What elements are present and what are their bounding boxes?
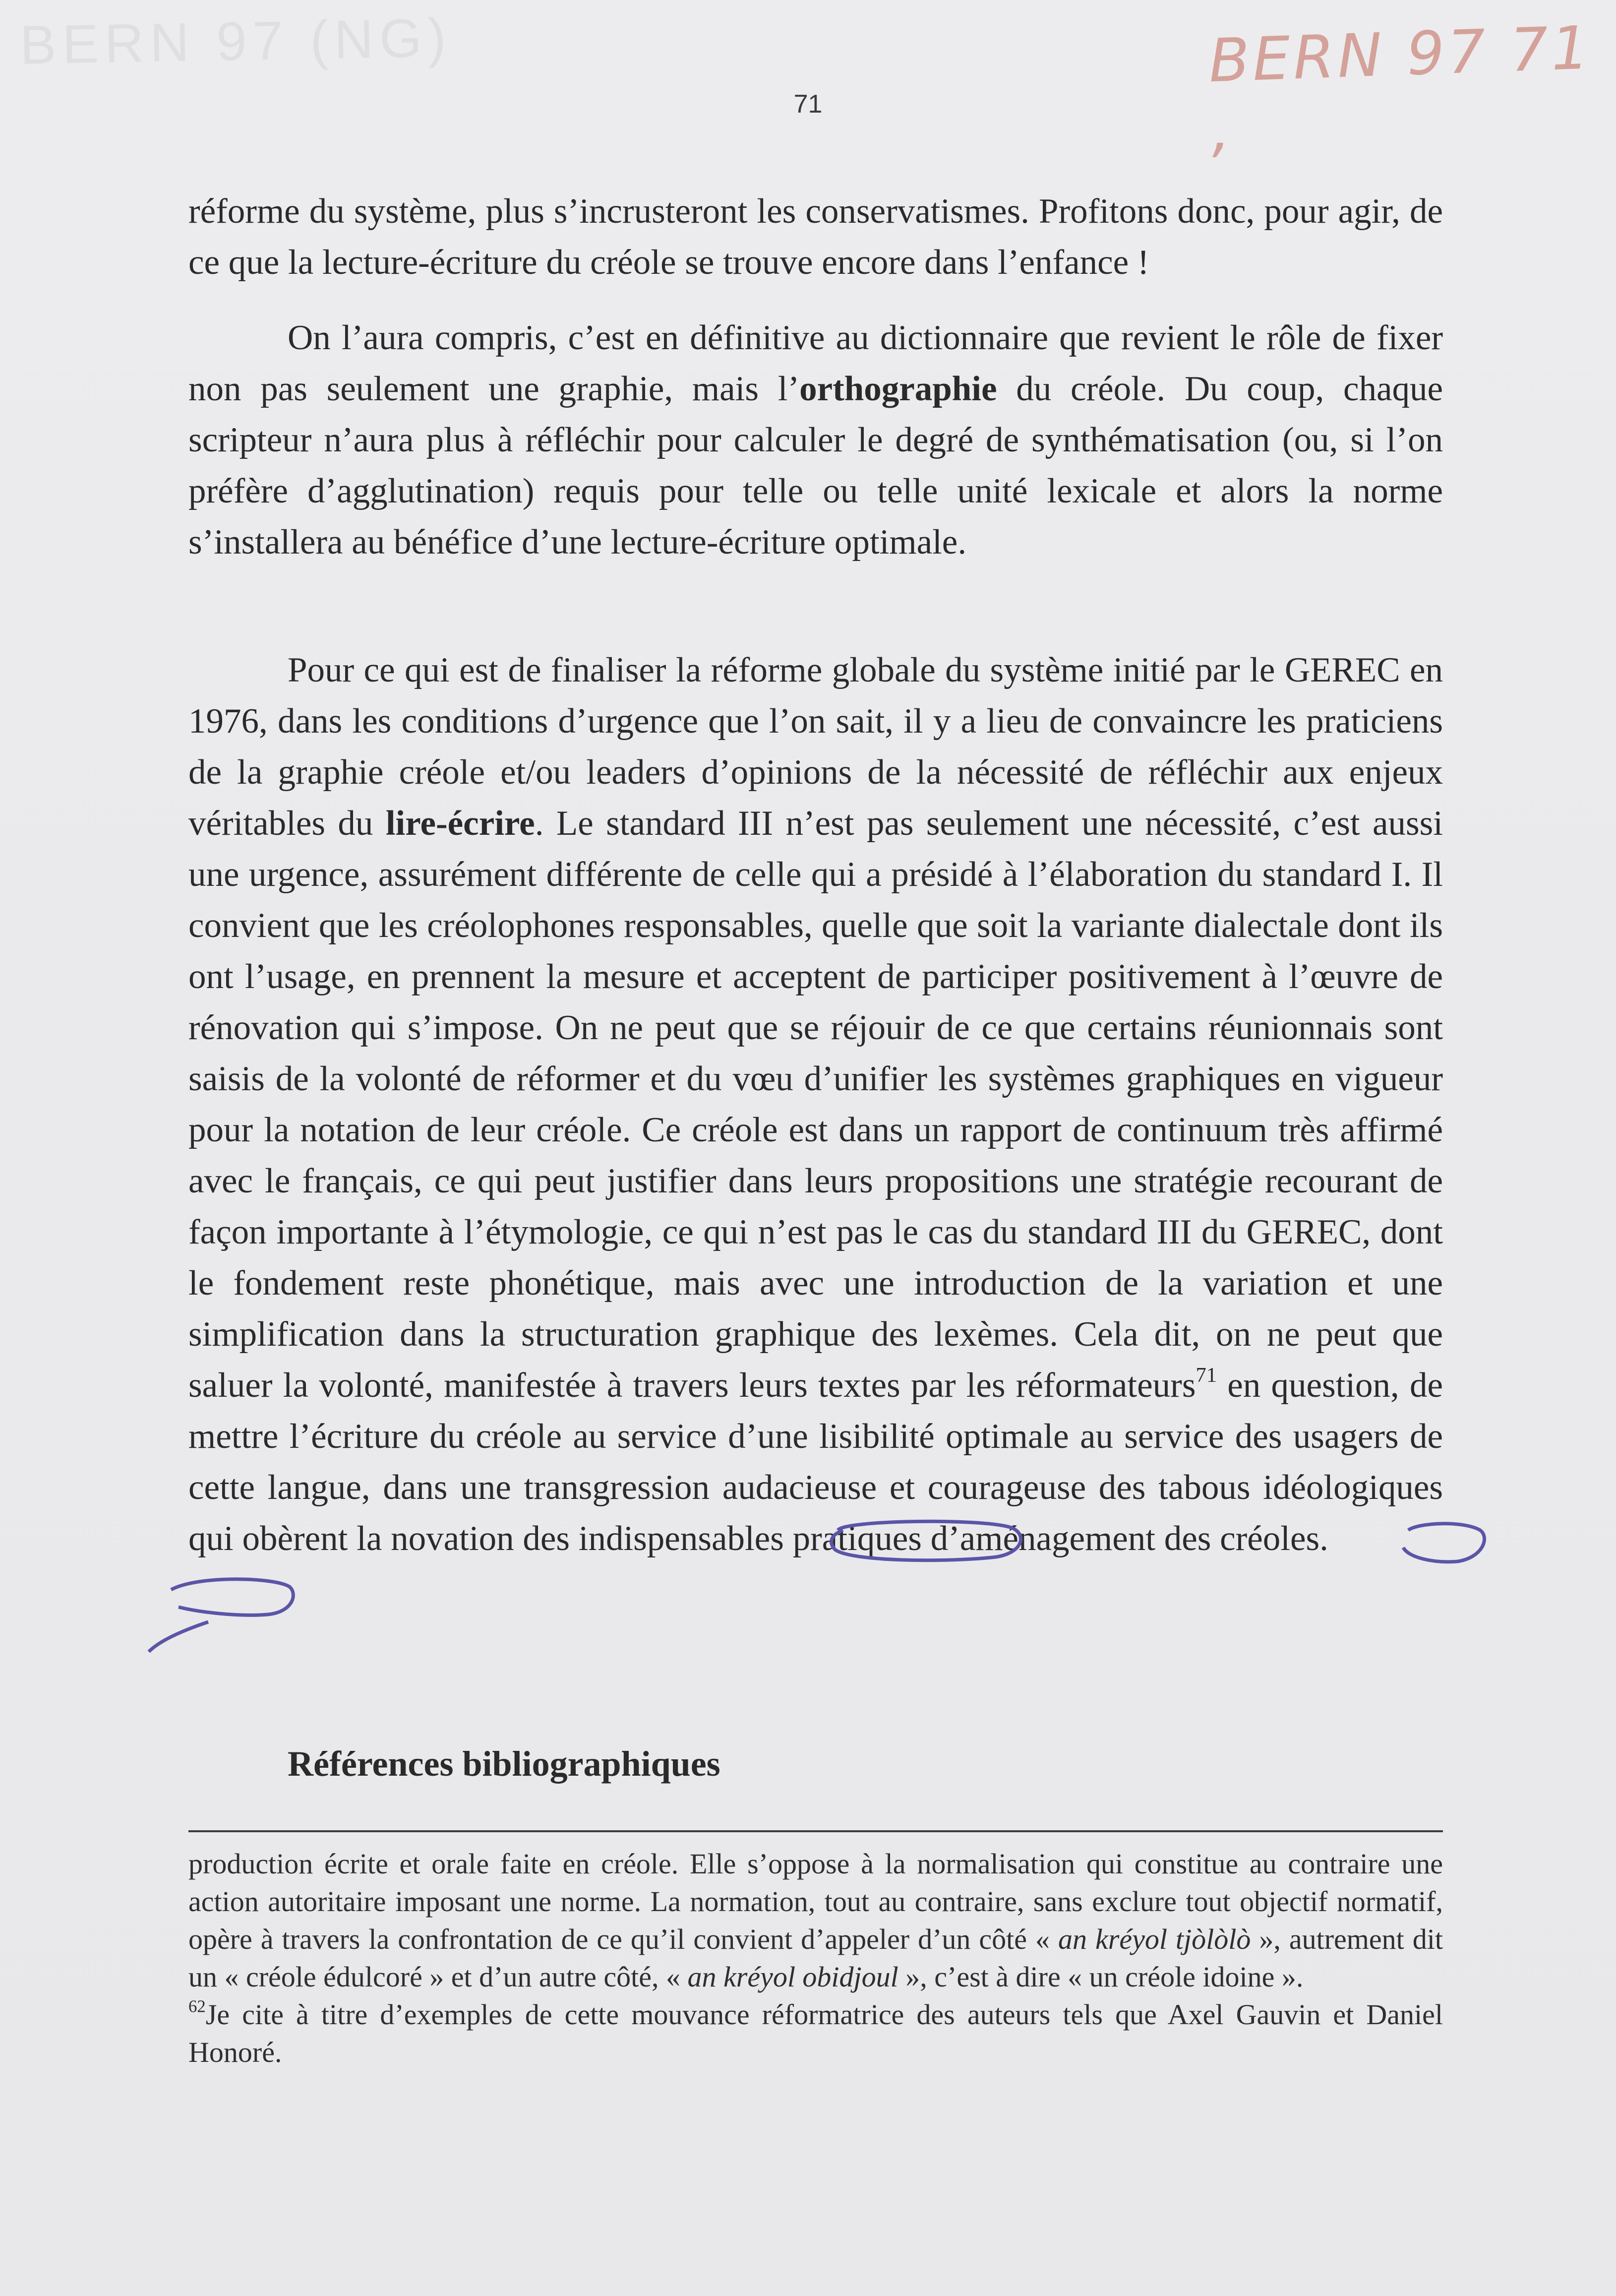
circle-service-3 xyxy=(149,1579,293,1652)
footnote-number-62: 62 xyxy=(188,1996,206,2016)
footnote-continued: production écrite et orale faite en créole. Elle s’oppose à la normalisation qui constitue au contraire une action autoritaire imposant une norme. La normation, tout au contraire, sans exclure tout objectif normatif, opère à travers la confrontation de ce qu’il convient d’appeler d’un côté « an kréyol tjòlòlò », autrement dit un « créole édulcoré » et d’un autre côté, « an kréyol obidjoul », c’est à dire « un créole idoine ». xyxy=(188,1848,1443,1993)
footnote-divider xyxy=(188,1830,1443,1832)
footnote-ref-71[interactable]: 71 xyxy=(1196,1364,1217,1387)
paragraph-3-text-c: en question, de mettre l’écriture du créole au service d’une lisibilité optimale au service des usagers de cette langue, dans une transgression audacieuse et courageuse des tabous idéologiques qui obèrent la novation des indispensables pratiques d’aménagement des créoles. xyxy=(188,1366,1443,1558)
section-heading: Références bibliographiques xyxy=(288,1744,720,1784)
paragraph-3 xyxy=(188,645,1443,1564)
paragraph-3-text-a: Pour ce qui est de finaliser la réforme globale du système initié par le GEREC en 1976, dans les conditions d’urgence que l’on sait, il y a lieu de convaincre les praticiens de la graphie créole et/ou leaders d’opinions de la nécessité de réfléchir aux enjeux véritables du xyxy=(188,651,1443,843)
paragraph-2-text-b: du créole. Du coup, chaque scripteur n’aura plus à réfléchir pour calculer le degré de synthématisation (ou, si l’on préfère d’agglutination) requis pour telle ou telle unité lexicale et alors la norme s’installera au bénéfice d’une lecture-écriture optimale. xyxy=(188,370,1443,561)
page-number: 71 xyxy=(793,90,823,119)
footnotes xyxy=(188,1845,1443,2071)
footnote-62: $^{62}$Je cite à titre d’exemples de cette mouvance réformatrice des auteurs tels que Axel Gauvin et Daniel Honoré. xyxy=(188,1996,1443,2068)
footnote-italic-term-2: an kréyol obidjoul xyxy=(687,1961,898,1993)
paragraph-2-text-a: On l’aura compris, c’est en définitive au dictionnaire que revient le rôle de fixer non pas seulement une graphie, mais l’ xyxy=(188,318,1443,408)
paragraph-1-text: réforme du système, plus s’incrusteront les conservatismes. Profitons donc, pour agir, de ce que la lecture-écriture du créole se trouve encore dans l’enfance ! xyxy=(188,192,1443,282)
paragraph-2 xyxy=(188,312,1443,568)
footnote-italic-term-1: an kréyol tjòlòlò xyxy=(1058,1923,1251,1955)
paragraph-1 xyxy=(188,186,1443,288)
paragraph-3-text-b: . Le standard III n’est pas seulement une nécessité, c’est aussi une urgence, assurément différente de celle qui a présidé à l’élaboration du standard I. Il convient que les créolophones responsables, quelle que soit la variante dialectale dont ils ont l’usage, en prennent la mesure et acceptent de participer positivement à l’œuvre de rénovation qui s’impose. On ne peut que se réjouir de ce que certains réunionnais sont saisis de la volonté de réformer et du vœu d’unifier les systèmes graphiques en vigueur pour la notation de leur créole. Ce créole est dans un rapport de continuum très affirmé avec le français, ce qui peut justifier dans leurs propositions une stratégie recourant de façon importante à l’étymologie, ce qui n’est pas le cas du standard III du GEREC, dont le fondement reste phonétique, mais avec une introduction de la variation et une simplification dans la structuration graphique des lexèmes. Cela dit, on ne peut que saluer la volonté, manifestée à travers leurs textes par les réformateurs xyxy=(188,804,1443,1405)
paragraph-3-bold-term: lire-écrire xyxy=(385,804,535,843)
faint-stamp: BERN 97 (NG) xyxy=(19,7,453,76)
paragraph-2-bold-term: orthographie xyxy=(799,370,997,408)
handwritten-reference: BERN 97 71 , xyxy=(1207,13,1593,165)
